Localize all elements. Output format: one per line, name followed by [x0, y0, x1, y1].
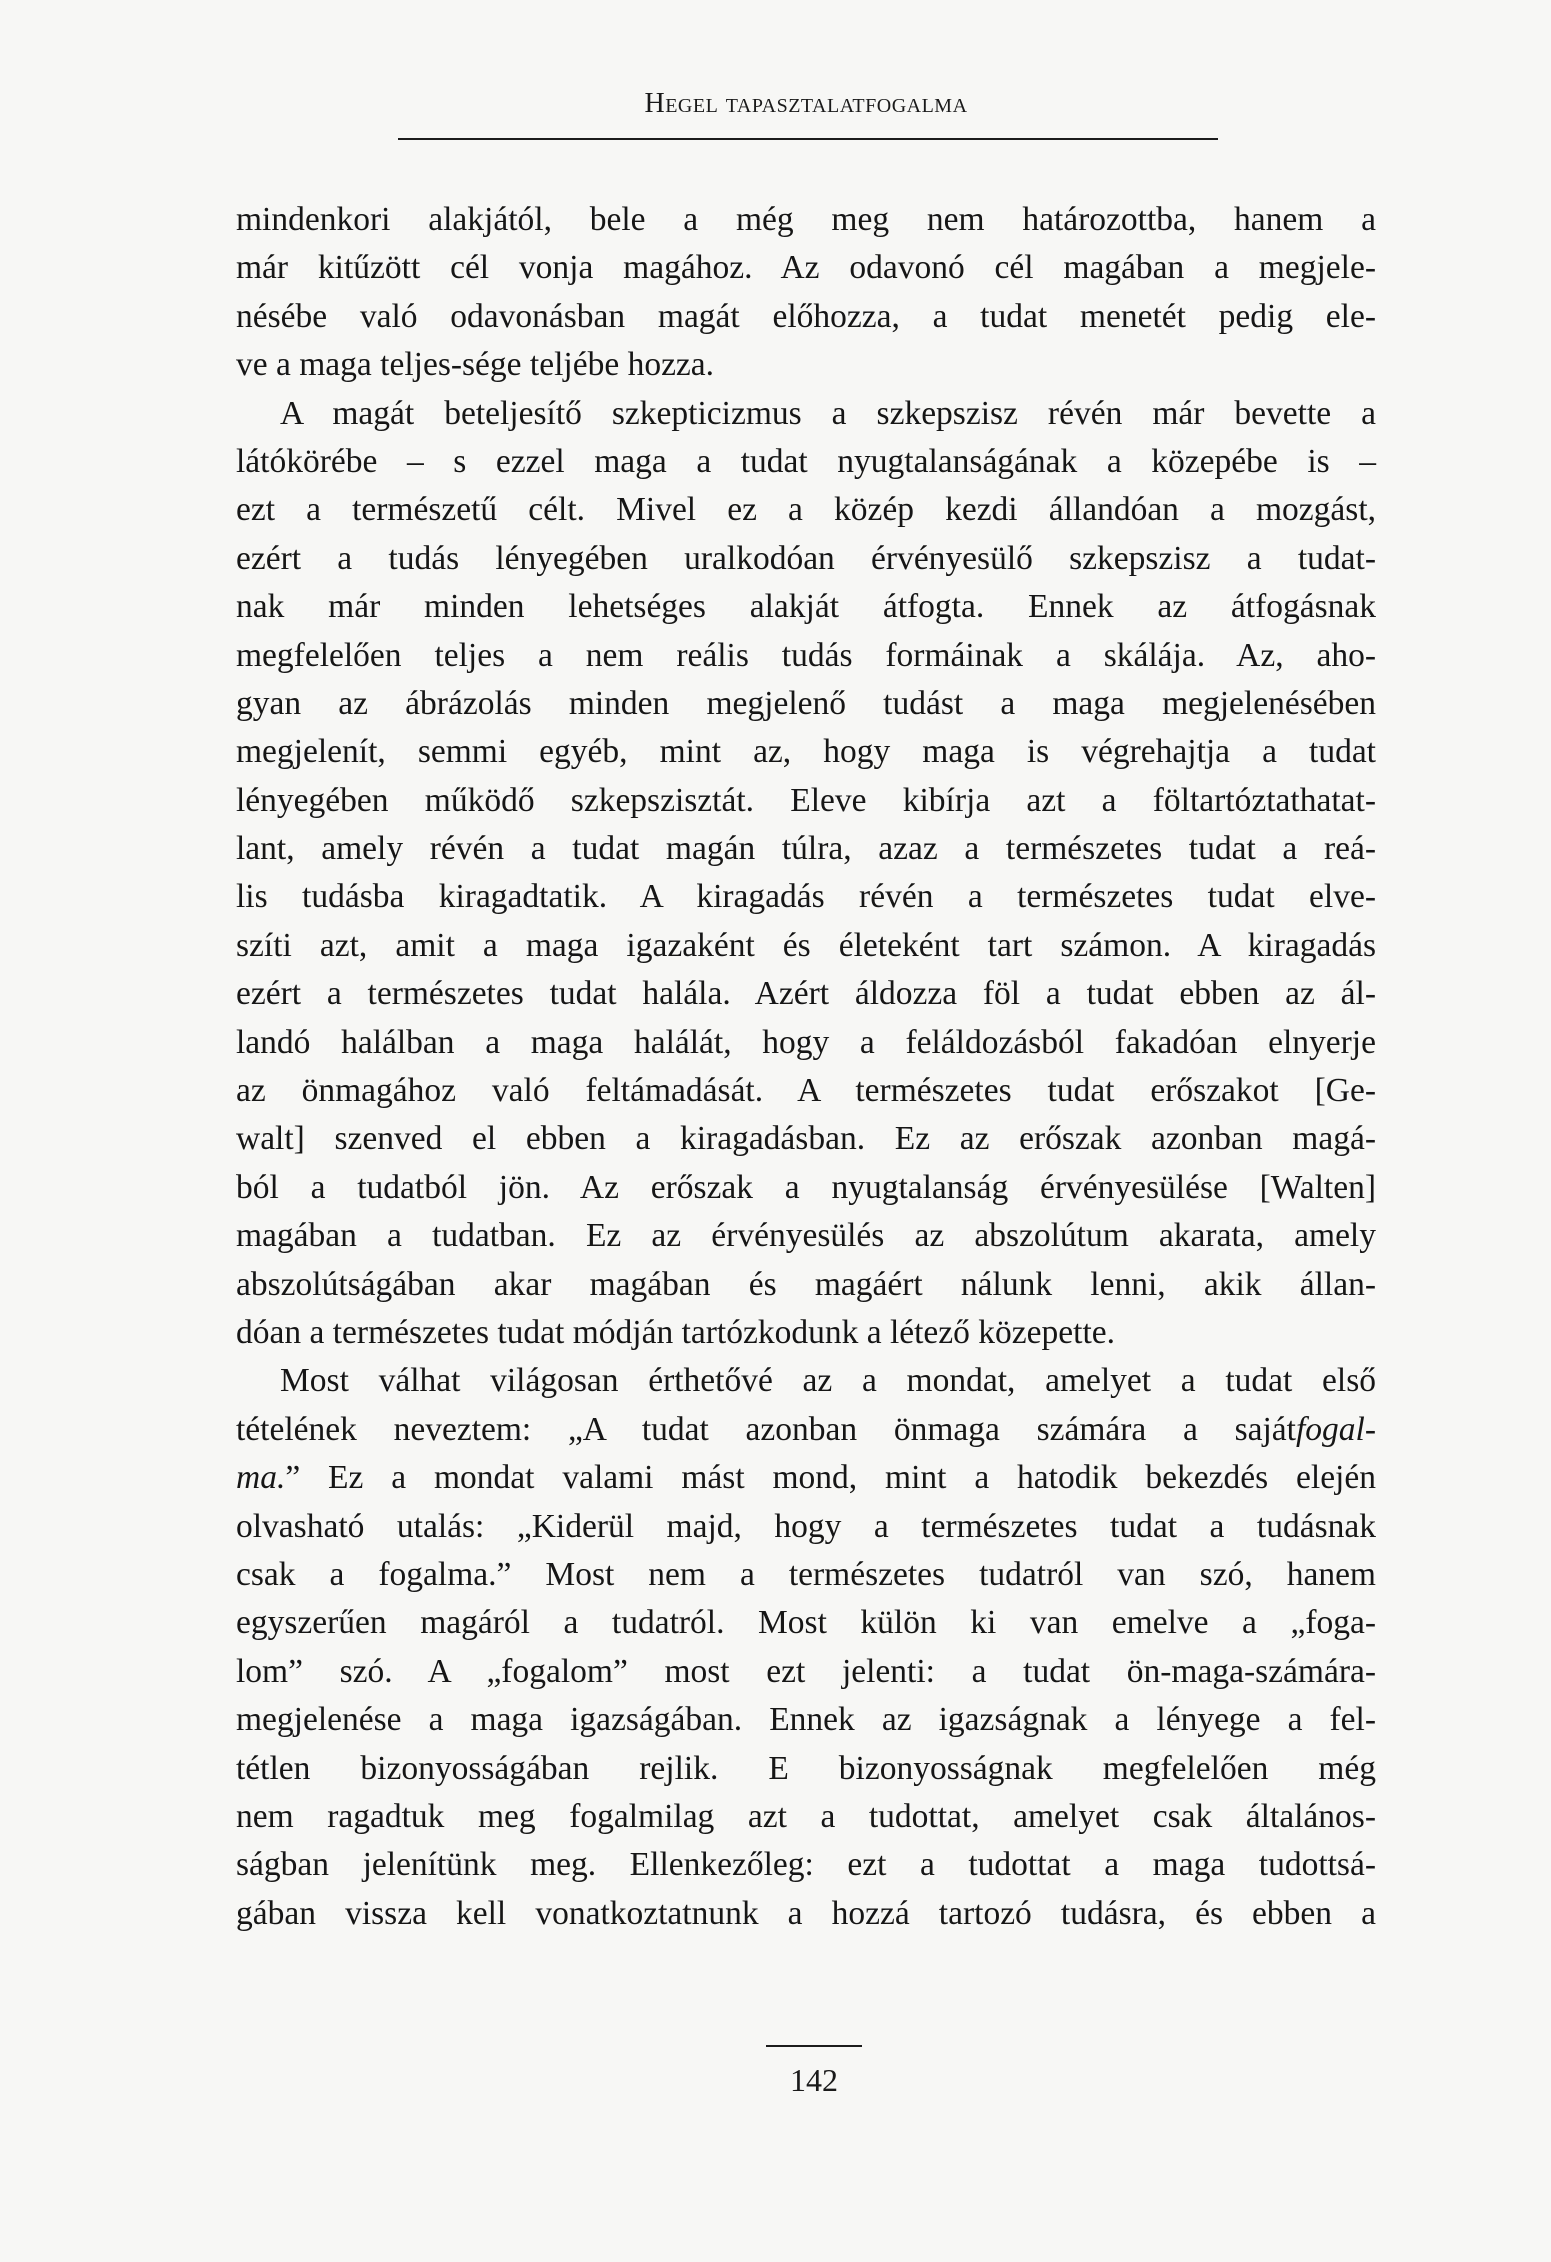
text-line: tétlen bizonyosságában rejlik. E bizonyosságnak megfelelően még [236, 1749, 1376, 1787]
text-line [236, 1454, 1376, 1502]
footer-rule [766, 2045, 862, 2047]
text-line: gában vissza kell vonatkoztatnunk a hozzá tartozó tudásra, és ebben a [236, 1894, 1376, 1932]
text-line: ve a maga teljes-sége teljébe hozza. [236, 346, 715, 384]
text-line: megjelenése a maga igazságában. Ennek az igazságnak a lényege a fel- [236, 1701, 1376, 1739]
text-line: A magát beteljesítő szkepticizmus a szkepszisz révén már bevette a [280, 394, 1376, 432]
text-line: gyan az ábrázolás minden megjelenő tudást a maga megjelenésében [236, 684, 1376, 722]
italic-word: fogal- [1295, 1410, 1376, 1448]
text-line: dóan a természetes tudat módján tartózkodunk a létező közepette. [236, 1313, 1116, 1351]
text-line: lis tudásba kiragadtatik. A kiragadás révén a természetes tudat elve- [236, 878, 1376, 916]
text-line: ezért a természetes tudat halála. Azért áldozza föl a tudat ebben az ál- [236, 975, 1376, 1013]
text-line: landó halálban a maga halálát, hogy a feláldozásból fakadóan elnyerje [236, 1023, 1376, 1061]
page-number: 142 [790, 2062, 838, 2098]
text-line: egyszerűen magáról a tudatról. Most külön ki van emelve a „foga- [236, 1604, 1376, 1642]
text-line: nésébe való odavonásban magát előhozza, a tudat menetét pedig ele- [236, 297, 1376, 335]
text-line: az önmagához való feltámadását. A természetes tudat erőszakot [Ge- [236, 1072, 1376, 1110]
text-line: lant, amely révén a tudat magán túlra, azaz a természetes tudat a reá- [236, 830, 1376, 868]
text-line: ból a tudatból jön. Az erőszak a nyugtalanság érvényesülése [Walten] [236, 1168, 1376, 1206]
italic-word: ma. [236, 1459, 286, 1497]
text-line: csak a fogalma.” Most nem a természetes tudatról van szó, hanem [236, 1555, 1376, 1593]
text-line: olvasható utalás: „Kiderül majd, hogy a természetes tudat a tudásnak [236, 1507, 1376, 1545]
body-text [236, 196, 1376, 1938]
text-span: tételének neveztem: „A tudat azonban önmaga számára a saját [236, 1410, 1296, 1448]
text-line: mindenkori alakjától, bele a még meg nem határozottba, hanem a [236, 201, 1376, 238]
text-line: abszolútságában akar magában és magáért nálunk lenni, akik állan- [236, 1265, 1376, 1303]
text-line: nak már minden lehetséges alakját átfogta. Ennek az átfogásnak [236, 588, 1376, 626]
text-line: már kitűzött cél vonja magához. Az odavonó cél magában a megjele- [236, 249, 1376, 287]
running-head: Hegel tapasztalatfogalma [644, 88, 968, 119]
text-line: megjelenít, semmi egyéb, mint az, hogy maga is végrehajtja a tudat [236, 733, 1376, 771]
text-line: látókörébe – s ezzel maga a tudat nyugtalanságának a közepébe is – [236, 442, 1376, 480]
text-line: Most válhat világosan érthetővé az a mondat, amelyet a tudat első [280, 1362, 1376, 1400]
text-line: nem ragadtuk meg fogalmilag azt a tudottat, amelyet csak általános- [236, 1797, 1376, 1835]
text-line: lom” szó. A „fogalom” most ezt jelenti: a tudat ön-maga-számára- [236, 1652, 1376, 1690]
header-rule [398, 138, 1218, 140]
text-line [236, 1406, 1376, 1454]
text-line: ezért a tudás lényegében uralkodóan érvényesülő szkepszisz a tudat- [236, 539, 1376, 577]
text-line: magában a tudatban. Ez az érvényesülés az abszolútum akarata, amely [236, 1217, 1376, 1255]
text-line: ezt a természetű célt. Mivel ez a közép kezdi állandóan a mozgást, [236, 491, 1376, 529]
text-line: lényegében működő szkepszisztát. Eleve kibírja azt a föltartóztathatat- [236, 781, 1376, 819]
text-line: szíti azt, amit a maga igazaként és életeként tart számon. A kiragadás [236, 926, 1376, 964]
text-span: ” Ez a mondat valami mást mond, mint a hatodik bekezdés elején [285, 1459, 1376, 1497]
text-line: megfelelően teljes a nem reális tudás formáinak a skálája. Az, aho- [236, 636, 1376, 674]
text-line: walt] szenved el ebben a kiragadásban. Ez az erőszak azonban magá- [236, 1120, 1376, 1158]
text-line: ságban jelenítünk meg. Ellenkezőleg: ezt a tudottat a maga tudottsá- [236, 1846, 1376, 1884]
